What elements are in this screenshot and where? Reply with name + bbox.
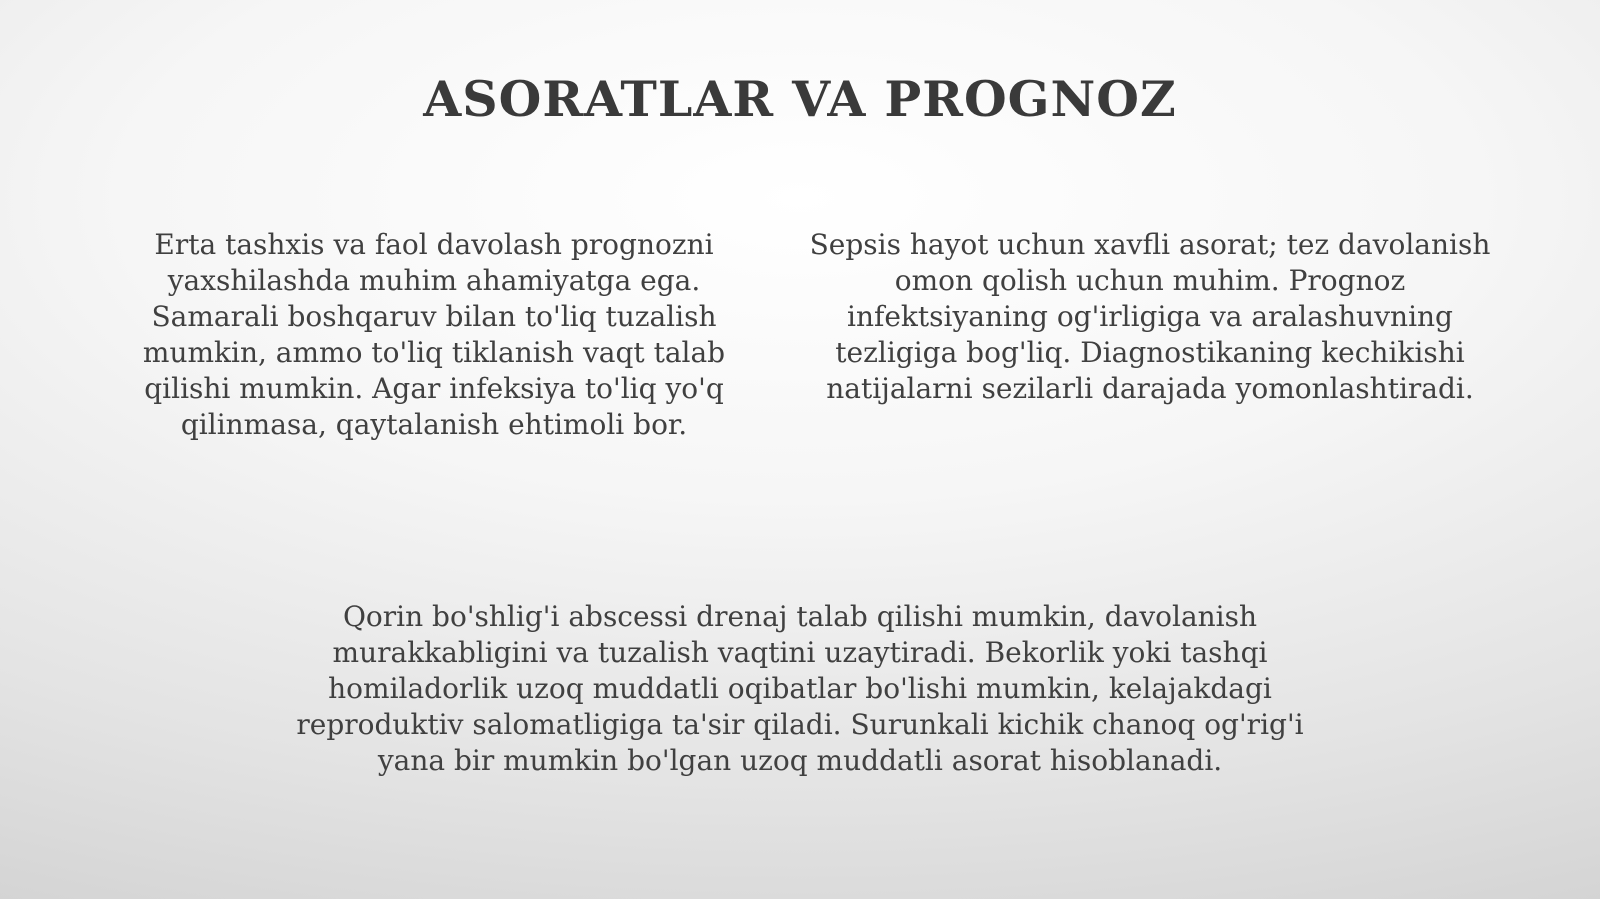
slide-title: ASORATLAR VA PROGNOZ [423,70,1177,128]
paragraph-right: Sepsis hayot uchun xavfli asorat; tez davolanish omon qolish uchun muhim. Prognoz infektsiyaning og'irligiga va aralashuvning tezligiga bog'liq. Diagnostikaning kechikishi natijalarni sezilarli darajada yomonlashtiradi. [809,228,1491,405]
paragraph-bottom: Qorin bo'shlig'i abscessi drenaj talab qilishi mumkin, davolanish murakkabligini va tuzalish vaqtini uzaytiradi. Bekorlik yoki tashqi homiladorlik uzoq muddatli oqibatlar bo'lishi mumkin, kelajakdagi reproduktiv salomatligiga ta'sir qiladi. Surunkali kichik chanoq og'rig'i yana bir mumkin bo'lgan uzoq muddatli asorat hisoblanadi. [296,600,1304,777]
paragraph-left: Erta tashxis va faol davolash prognozni yaxshilashda muhim ahamiyatga ega. Samarali boshqaruv bilan to'liq tuzalish mumkin, ammo to'liq tiklanish vaqt talab qilishi mumkin. Agar infeksiya to'liq yo'q qilinmasa, qaytalanish ehtimoli bor. [142,228,726,441]
